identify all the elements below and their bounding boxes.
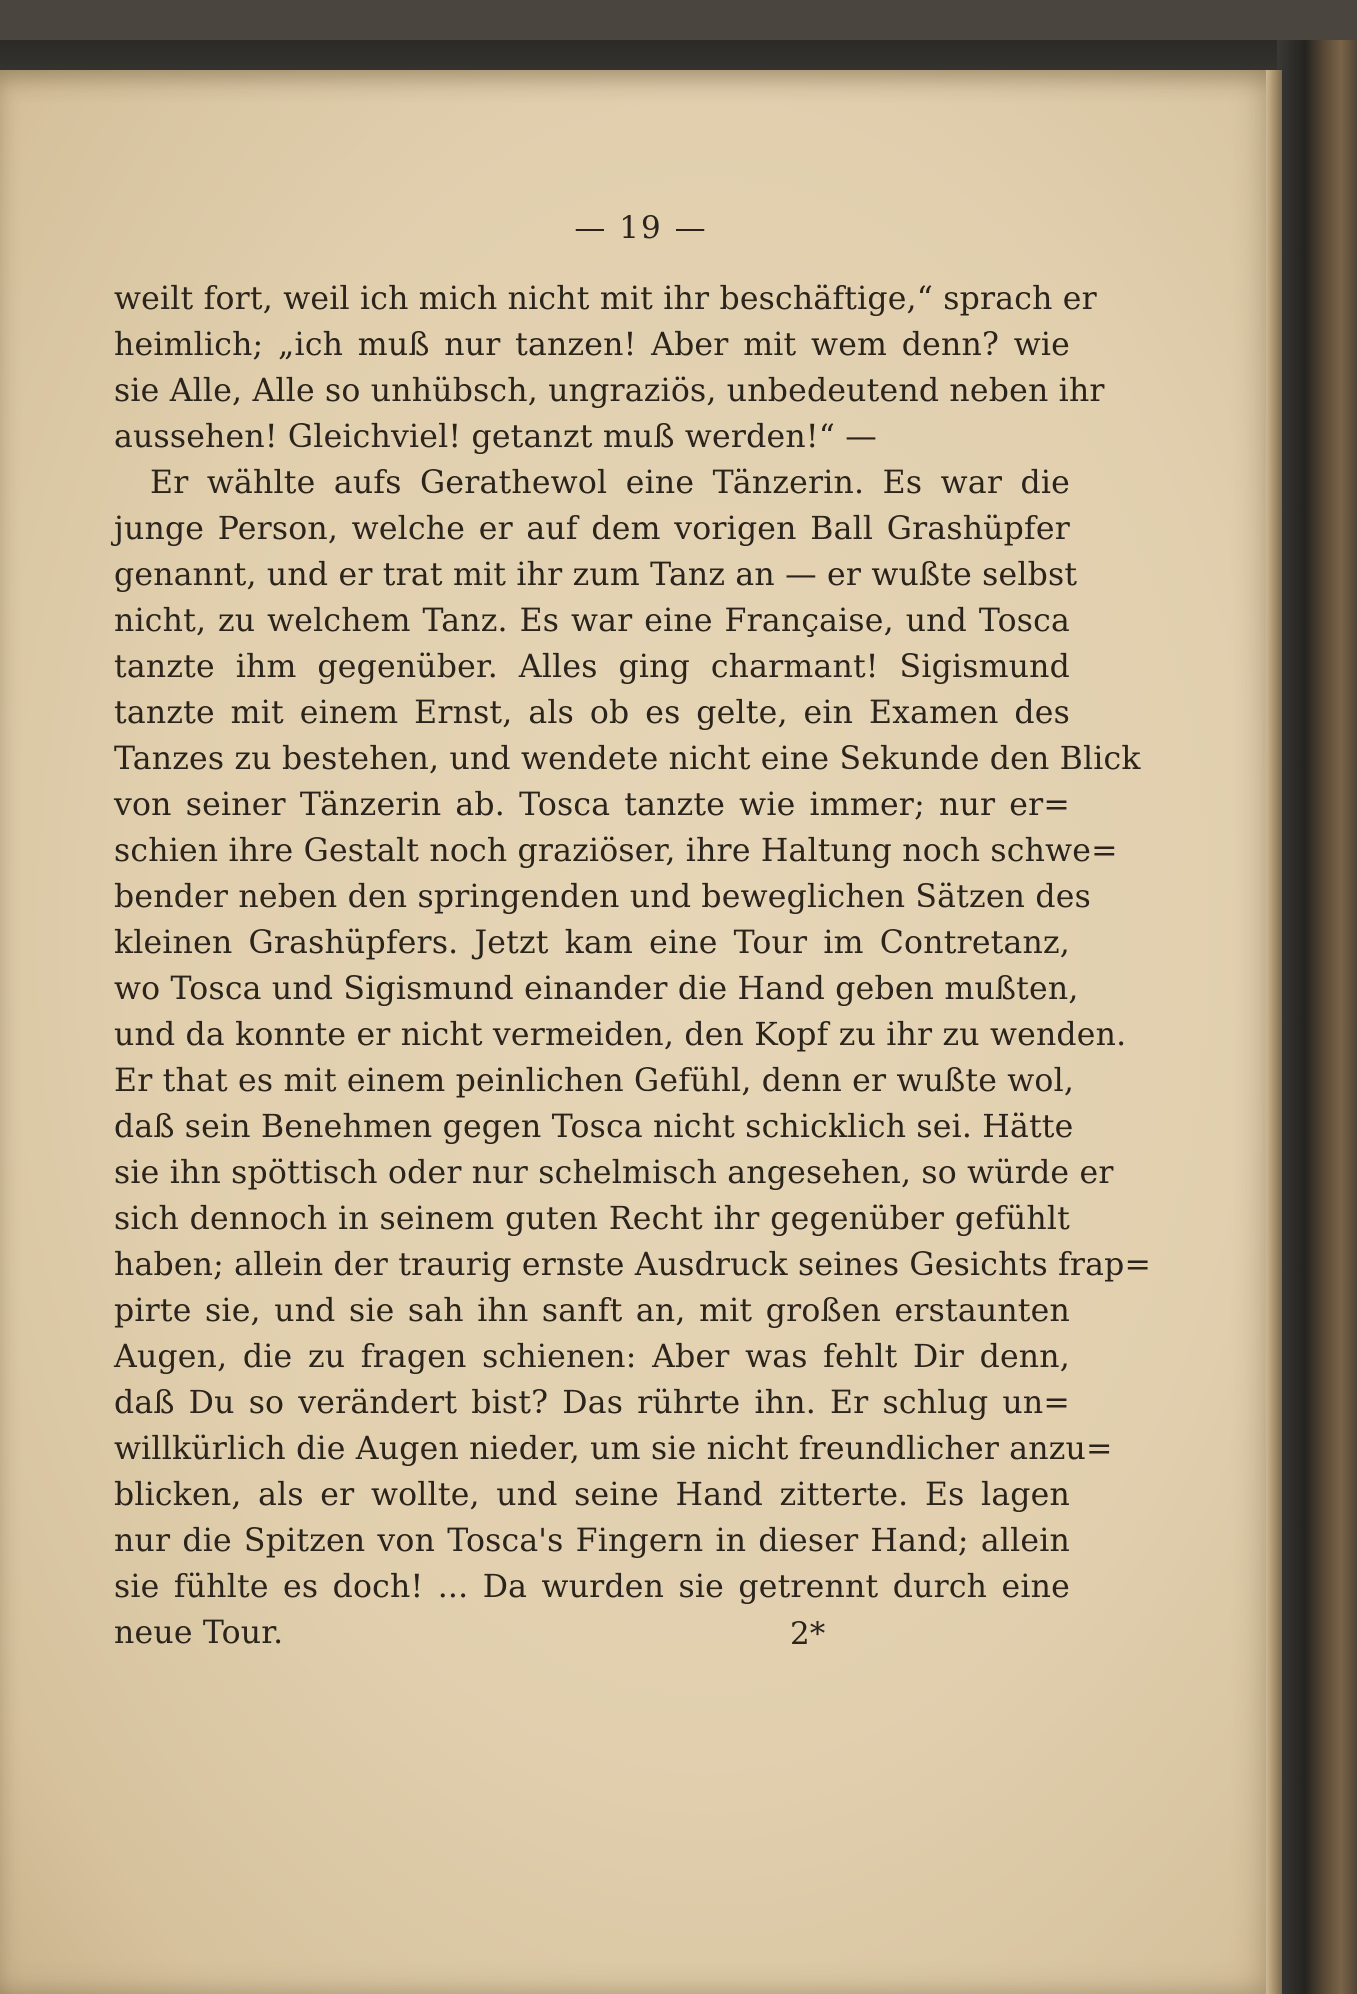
text-line: tanzte mit einem Ernst, als ob es gelte, ein Examen des [114,695,1070,731]
text-line: weilt fort, weil ich mich nicht mit ihr beschäftige,“ sprach er [114,281,1097,317]
text-line: schien ihre Gestalt noch graziöser, ihre Haltung noch schwe= [114,833,1118,869]
text-line: sie fühlte es doch! ... Da wurden sie getrennt durch eine [114,1569,1070,1605]
text-line: sie Alle, Alle so unhübsch, ungraziös, unbedeutend neben ihr [114,373,1105,409]
text-line: daß Du so verändert bist? Das rührte ihn. Er schlug un= [114,1385,1070,1421]
page-edge-shadow [1266,70,1282,1994]
text-line: von seiner Tänzerin ab. Tosca tanzte wie immer; nur er= [114,787,1070,823]
text-line: kleinen Grashüpfers. Jetzt kam eine Tour im Contretanz, [114,925,1070,961]
text-line: pirte sie, und sie sah ihn sanft an, mit großen erstaunten [114,1293,1070,1329]
text-line: blicken, als er wollte, und seine Hand zitterte. Es lagen [114,1477,1070,1513]
text-line: Tanzes zu bestehen, und wendete nicht eine Sekunde den Blick [114,741,1141,777]
text-line: daß sein Benehmen gegen Tosca nicht schicklich sei. Hätte [114,1109,1074,1145]
text-line: neue Tour. [114,1615,284,1651]
text-line: sie ihn spöttisch oder nur schelmisch angesehen, so würde er [114,1155,1114,1191]
text-line: junge Person, welche er auf dem vorigen Ball Grashüpfer [114,511,1070,547]
text-line: heimlich; „ich muß nur tanzen! Aber mit wem denn? wie [114,327,1070,363]
text-line: aussehen! Gleichviel! getanzt muß werden!“ — [114,419,877,455]
page-number: — 19 — [574,210,708,246]
text-line: nicht, zu welchem Tanz. Es war eine Française, und Tosca [114,603,1070,639]
book-spine-edge [1277,40,1357,1994]
text-line: genannt, und er trat mit ihr zum Tanz an — er wußte selbst [114,557,1078,593]
body-text [114,276,1152,1656]
text-line: und da konnte er nicht vermeiden, den Kopf zu ihr zu wenden. [114,1017,1127,1053]
text-line: sich dennoch in seinem guten Recht ihr gegenüber gefühlt [114,1201,1070,1237]
text-line: Augen, die zu fragen schienen: Aber was fehlt Dir denn, [114,1339,1070,1375]
text-line: bender neben den springenden und beweglichen Sätzen des [114,879,1091,915]
text-line: tanzte ihm gegenüber. Alles ging charmant! Sigismund [114,649,1070,685]
text-line: willkürlich die Augen nieder, um sie nicht freundlicher anzu= [114,1431,1113,1467]
signature-mark: 2* [790,1616,826,1652]
text-line: haben; allein der traurig ernste Ausdruck seines Gesichts frap= [114,1247,1152,1283]
text-line: Er wählte aufs Gerathewol eine Tänzerin. Es war die [150,465,1070,501]
text-line: nur die Spitzen von Tosca's Fingern in dieser Hand; allein [114,1523,1070,1559]
text-line: wo Tosca und Sigismund einander die Hand geben mußten, [114,971,1079,1007]
text-line: Er that es mit einem peinlichen Gefühl, denn er wußte wol, [114,1063,1075,1099]
